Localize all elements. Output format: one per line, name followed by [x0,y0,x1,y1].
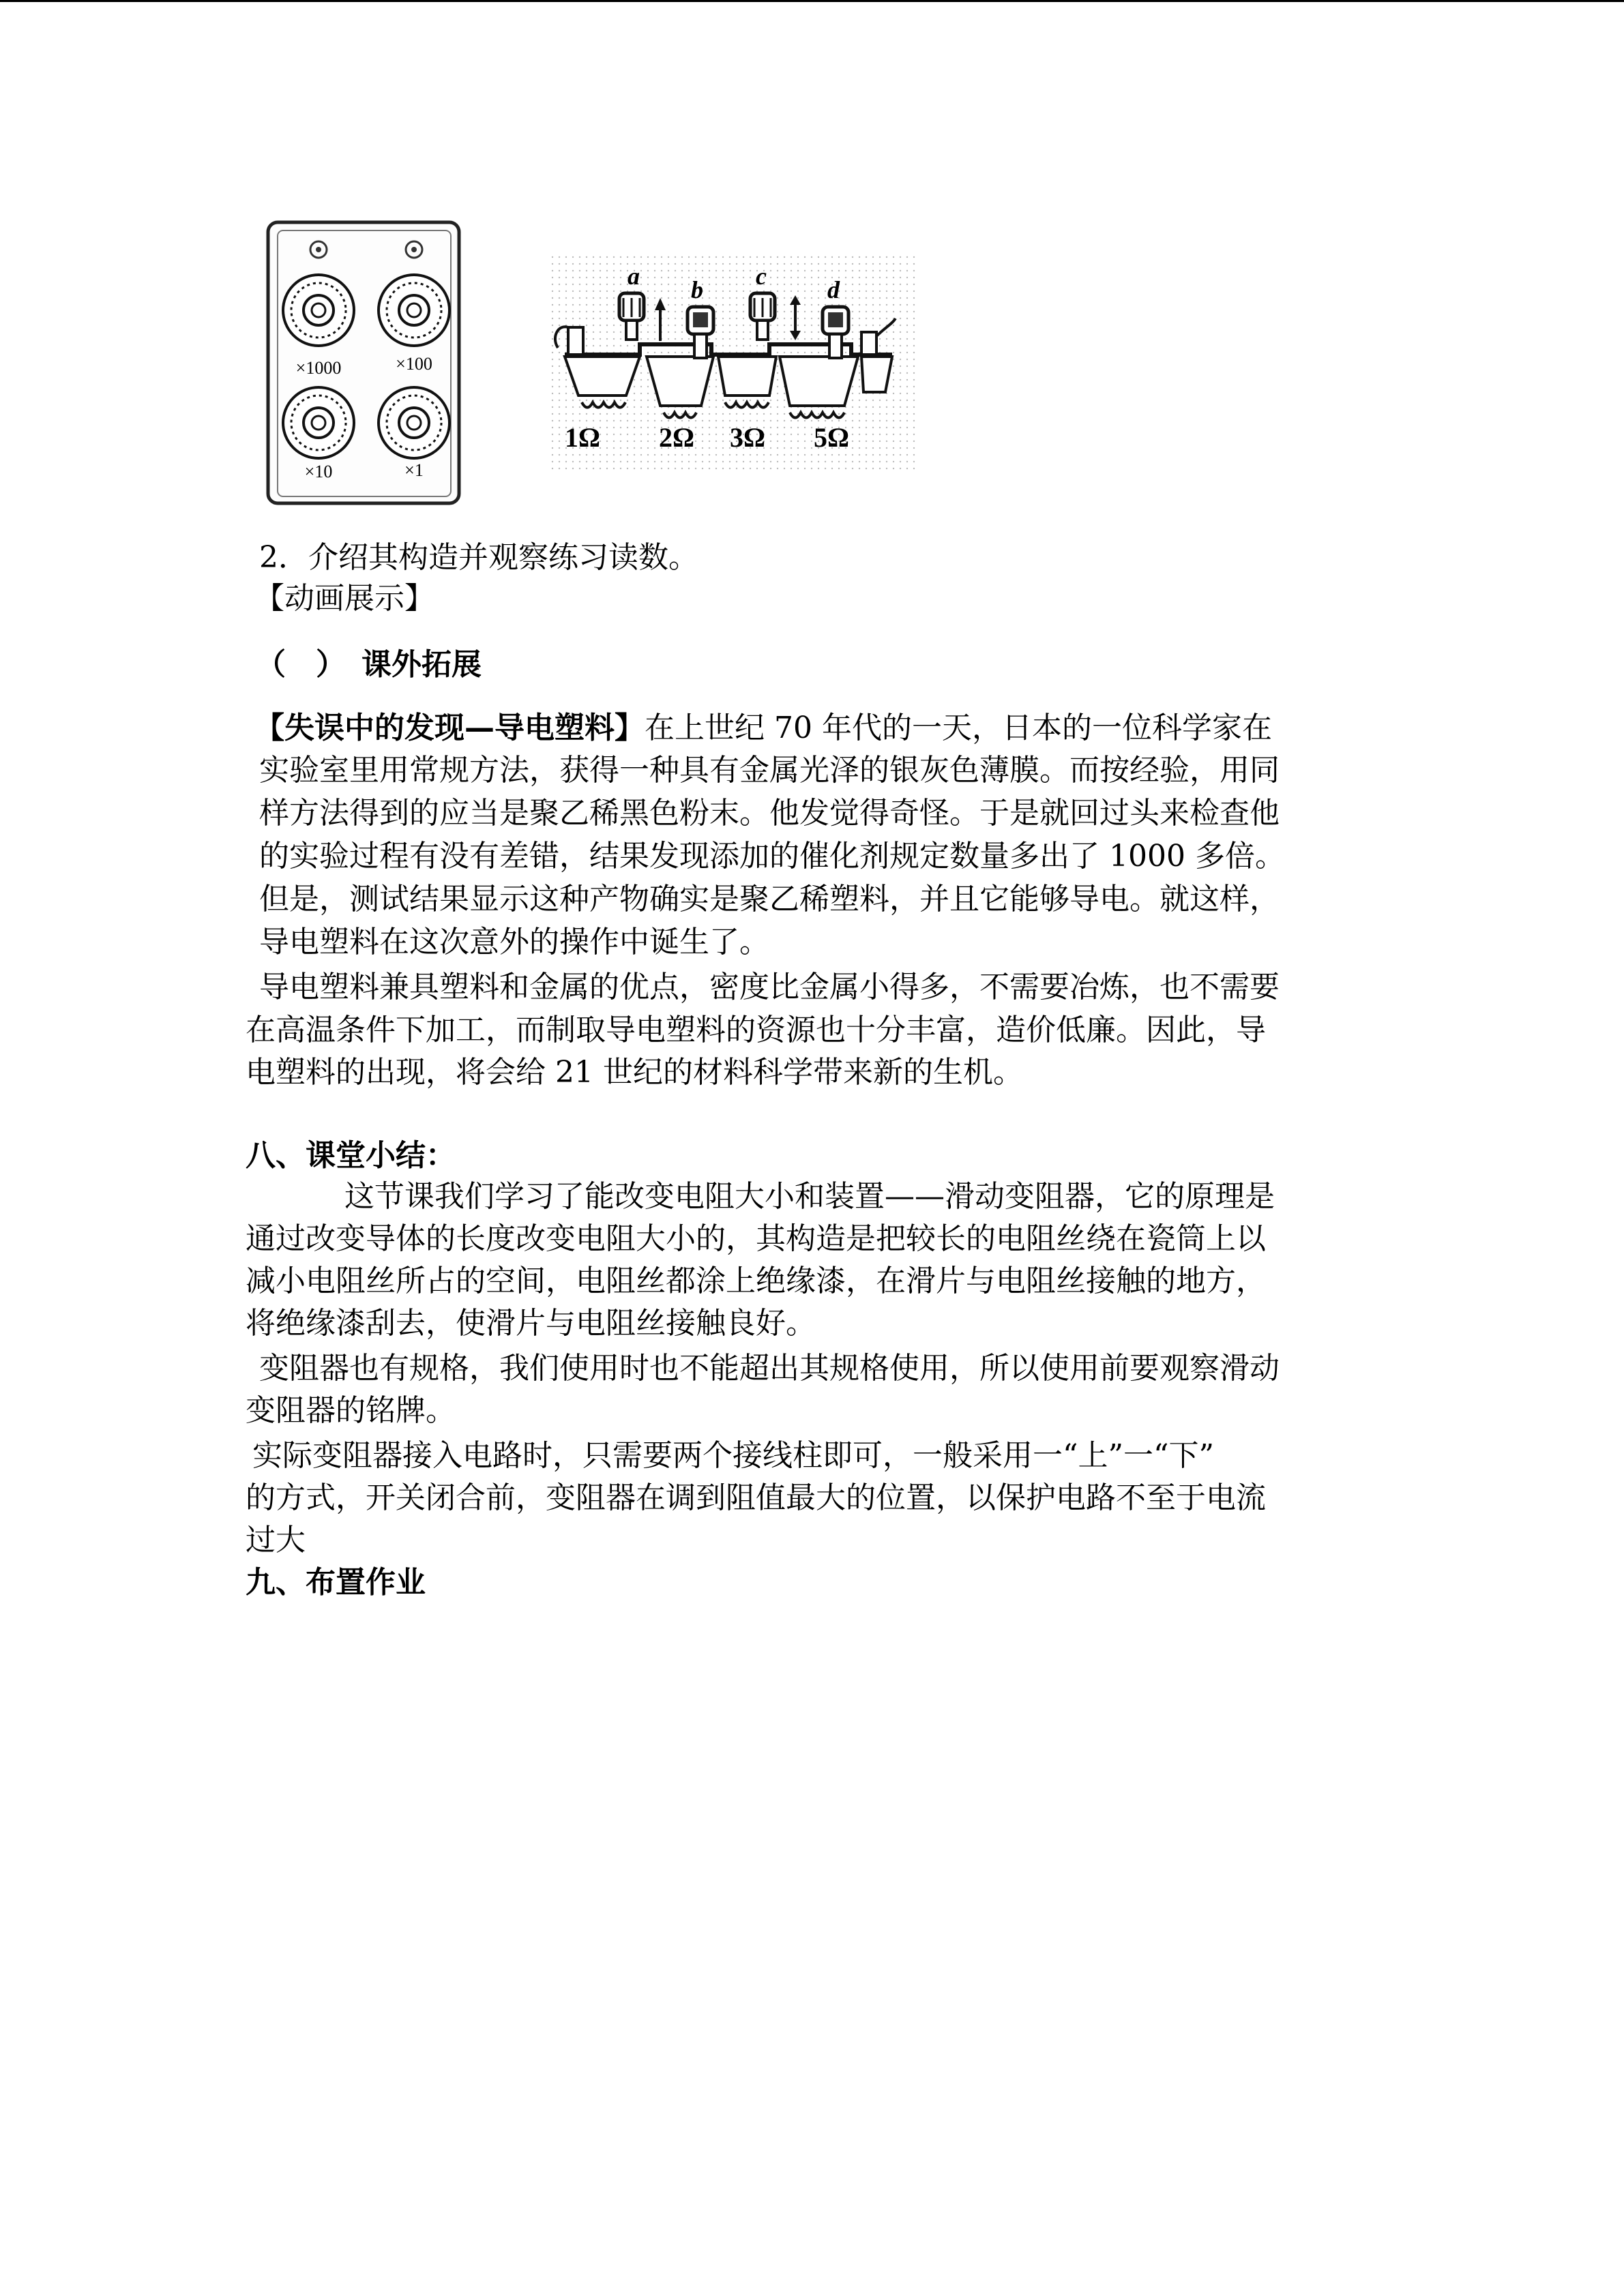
story-line-6: 导电塑料在这次意外的操作中诞生了。 [259,925,769,959]
plug-label-b: b [691,276,703,303]
plug-label-c: c [756,263,767,290]
knob-x100 [379,275,449,346]
story-text-1: 在上世纪 70 年代的一天，日本的一位科学家在 [645,711,1272,745]
extension-heading: 课外拓展 [361,647,482,682]
story-line-8: 在高温条件下加工，而制取导电塑料的资源也十分丰富，造价低廉。因此，导 [246,1013,1266,1047]
knob-x1000 [283,275,354,346]
summary-line-9: 过大 [246,1523,306,1557]
resistor-label-2: 2Ω [659,422,695,453]
knob-x1 [379,387,449,458]
resistor-label-3: 3Ω [730,422,766,453]
knob-label-x1: ×1 [404,460,424,480]
story-line-4: 的实验过程有没有差错，结果发现添加的催化剂规定数量多出了 1000 多倍。 [259,839,1285,874]
story-line-9: 电塑料的出现，将会给 21 世纪的材料科学带来新的生机。 [246,1055,1023,1090]
summary-line-6: 变阻器的铭牌。 [246,1393,456,1428]
summary-line-8: 的方式，开关闭合前，变阻器在调到阻值最大的位置，以保护电路不至于电流 [246,1480,1266,1515]
story-title: 【失误中的发现—导电塑料】 [254,711,645,745]
story-line-3: 样方法得到的应当是聚乙稀黑色粉末。他发觉得奇怪。于是就回过头来检查他 [259,796,1280,831]
story-line-7: 导电塑料兼具塑料和金属的优点，密度比金属小得多，不需要冶炼，也不需要 [259,970,1280,1004]
intro-paragraph: 2．介绍其构造并观察练习读数。 [259,540,698,575]
extension-heading-paren: （ ） [256,647,346,682]
story-line-2: 实验室里用常规方法，获得一种具有金属光泽的银灰色薄膜。而按经验，用同 [259,753,1280,788]
knob-label-x100: ×100 [396,354,432,374]
story-line-1 [254,708,1272,749]
summary-line-2: 通过改变导体的长度改变电阻大小的，其构造是把较长的电阻丝绕在瓷筒上以 [246,1221,1266,1256]
resistor-label-5: 5Ω [814,422,850,453]
story-line-5: 但是，测试结果显示这种产物确实是聚乙稀塑料，并且它能够导电。就这样， [259,882,1280,916]
summary-line-4: 将绝缘漆刮去，使滑片与电阻丝接触良好。 [246,1306,816,1341]
animation-label: 【动画展示】 [254,581,434,616]
resistor-label-1: 1Ω [565,422,601,453]
summary-line-5: 变阻器也有规格，我们使用时也不能超出其规格使用，所以使用前要观察滑动 [259,1351,1280,1386]
page-top-border [0,0,1624,2]
summary-line-3: 减小电阻丝所占的空间，电阻丝都涂上绝缘漆，在滑片与电阻丝接触的地方， [246,1264,1266,1298]
homework-heading: 九、布置作业 [246,1565,426,1600]
plug-resistance-box-figure [551,256,916,471]
knob-x10 [283,387,354,458]
plug-label-d: d [827,276,840,303]
knob-label-x1000: ×1000 [295,358,342,378]
plug-label-a: a [628,263,640,290]
knob-label-x10: ×10 [304,462,333,481]
summary-line-7: 实际变阻器接入电路时，只需要两个接线柱即可，一般采用一“上”一“下” [252,1438,1214,1473]
summary-line-1: 这节课我们学习了能改变电阻大小和装置——滑动变阻器，它的原理是 [344,1179,1275,1214]
resistance-box-figure [263,218,467,511]
summary-heading: 八、课堂小结： [246,1138,456,1173]
